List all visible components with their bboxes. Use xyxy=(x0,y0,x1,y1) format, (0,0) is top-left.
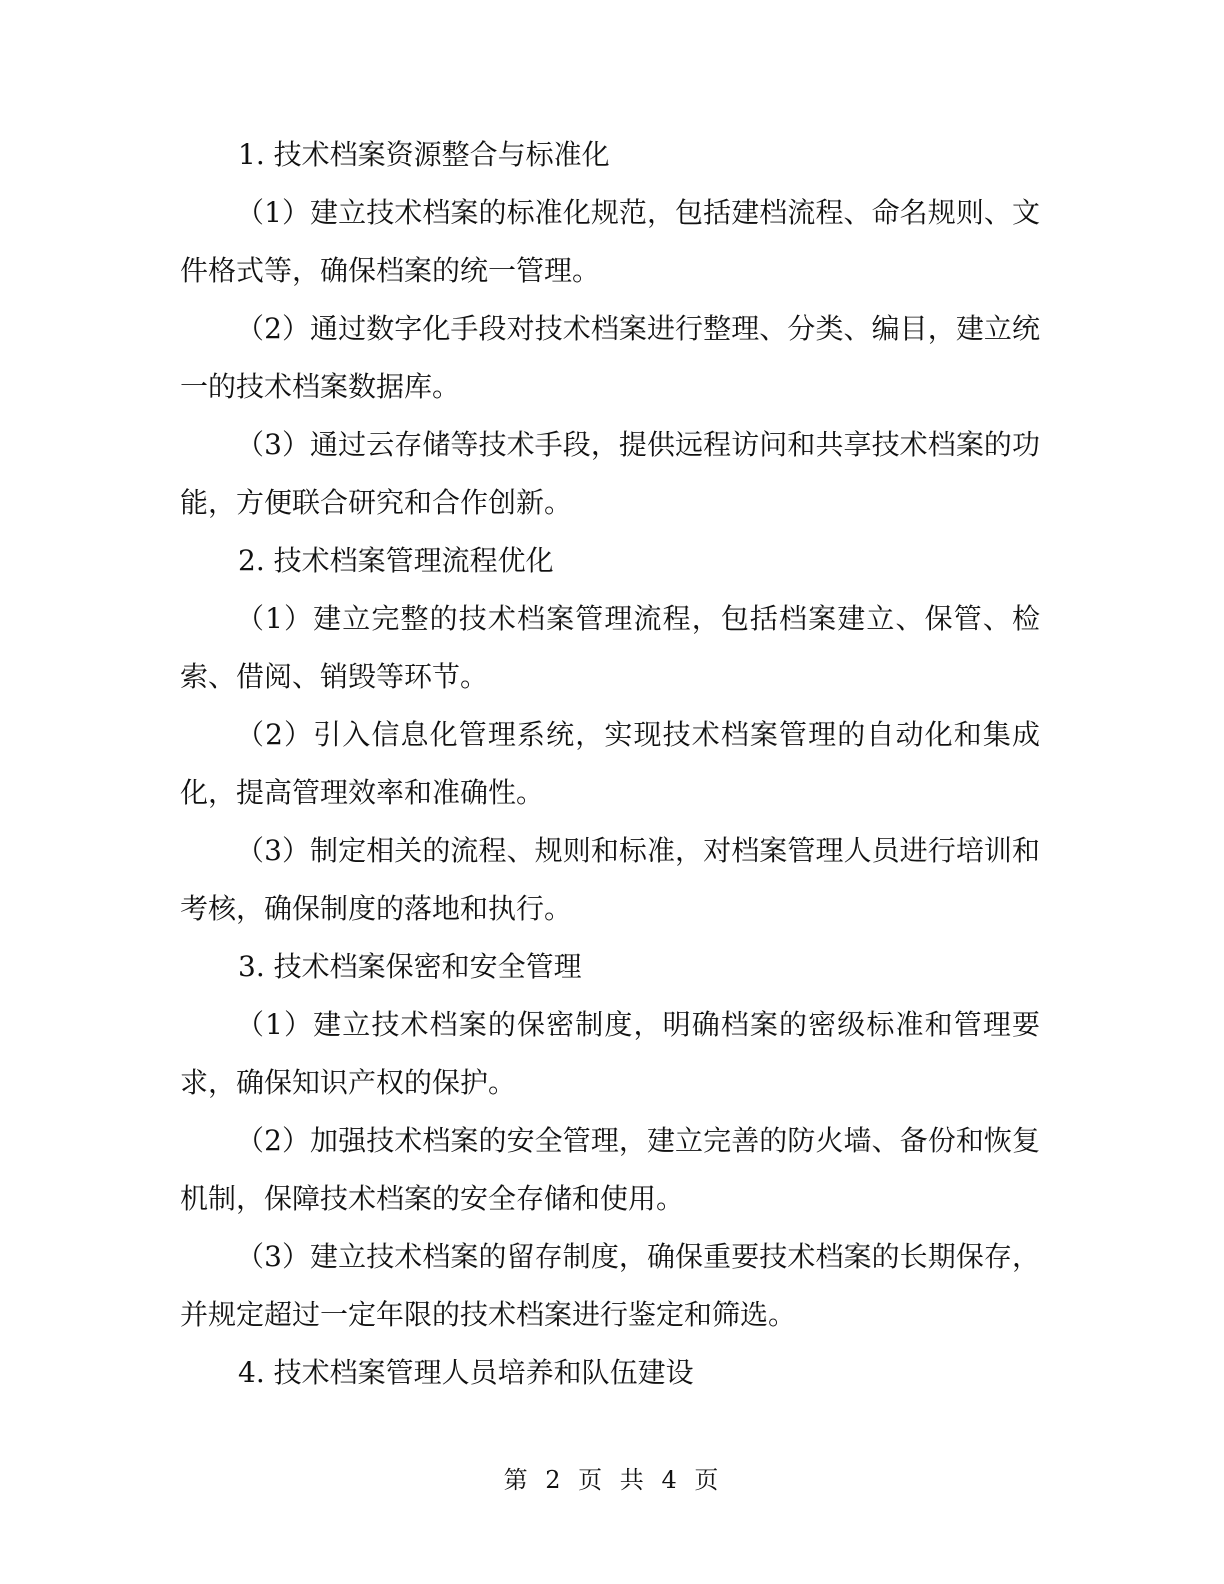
list-item: （1）建立技术档案的标准化规范，包括建档流程、命名规则、文件格式等，确保档案的统一管理。 xyxy=(180,196,1040,287)
section-heading-1: 1. 技术档案资源整合与标准化 xyxy=(238,138,610,171)
list-item: （1）建立技术档案的保密制度，明确档案的密级标准和管理要求，确保知识产权的保护。 xyxy=(180,1008,1040,1099)
list-item: （2）通过数字化手段对技术档案进行整理、分类、编目，建立统一的技术档案数据库。 xyxy=(180,312,1040,403)
section-heading-2: 2. 技术档案管理流程优化 xyxy=(238,544,554,577)
section-heading-3: 3. 技术档案保密和安全管理 xyxy=(238,950,582,983)
list-item: （2）加强技术档案的安全管理，建立完善的防火墙、备份和恢复机制，保障技术档案的安全存储和使用。 xyxy=(180,1124,1040,1215)
document-body xyxy=(180,126,1040,1402)
list-item: （1）建立完整的技术档案管理流程，包括档案建立、保管、检索、借阅、销毁等环节。 xyxy=(180,602,1040,693)
list-item: （3）建立技术档案的留存制度，确保重要技术档案的长期保存，并规定超过一定年限的技术档案进行鉴定和筛选。 xyxy=(180,1240,1040,1331)
list-item: （3）通过云存储等技术手段，提供远程访问和共享技术档案的功能，方便联合研究和合作创新。 xyxy=(180,428,1040,519)
list-item: （3）制定相关的流程、规则和标准，对档案管理人员进行培训和考核，确保制度的落地和执行。 xyxy=(180,834,1040,925)
page-number-footer: 第 2 页 共 4 页 xyxy=(503,1466,721,1494)
section-heading-4: 4. 技术档案管理人员培养和队伍建设 xyxy=(238,1356,694,1389)
list-item: （2）引入信息化管理系统，实现技术档案管理的自动化和集成化，提高管理效率和准确性。 xyxy=(180,718,1040,809)
